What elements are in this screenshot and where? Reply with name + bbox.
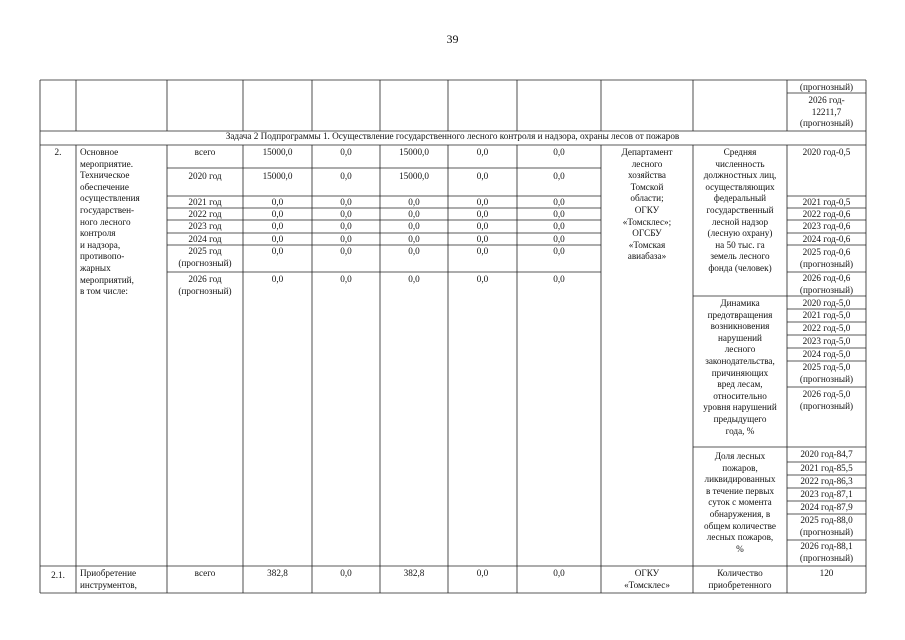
amount-regional: 0,0: [408, 221, 420, 231]
amount-regional: 15000,0: [399, 147, 429, 157]
top-2026-value: 2026 год- 12211,7 (прогнозный): [799, 95, 854, 129]
amount-federal: 0,0: [340, 221, 352, 231]
amount-other: 0,0: [553, 147, 565, 157]
measure-name: Приобретение инструментов,: [80, 568, 137, 590]
row-number: 2.1.: [51, 570, 65, 580]
page-number: 39: [446, 32, 459, 46]
amount-local: 0,0: [476, 171, 489, 181]
amount-local: 0,0: [476, 147, 489, 157]
amount-local: 0,0: [476, 221, 489, 231]
indicator-value: 2024 год-5,0: [802, 349, 851, 359]
amount-regional: 382,8: [403, 568, 425, 578]
indicator-value: 120: [819, 568, 834, 578]
indicator-value: 2025 год-5,0 (прогнозный): [799, 362, 854, 384]
amount-federal: 0,0: [340, 568, 352, 578]
amount-other: 0,0: [553, 234, 565, 244]
amount-total: 382,8: [267, 568, 288, 578]
indicator-value: 2020 год-0,5: [802, 147, 851, 157]
amount-regional: 0,0: [408, 246, 420, 256]
amount-federal: 0,0: [340, 197, 352, 207]
amount-total: 0,0: [271, 246, 284, 256]
amount-regional: 0,0: [408, 274, 420, 284]
amount-other: 0,0: [553, 209, 565, 219]
indicator-value: 2024 год-87,9: [800, 502, 853, 512]
amount-federal: 0,0: [340, 274, 352, 284]
indicator-value: 2025 год-0,6 (прогнозный): [799, 247, 854, 269]
indicator-value: 2021 год-5,0: [802, 310, 851, 320]
amount-local: 0,0: [476, 197, 489, 207]
amount-total: 15000,0: [262, 147, 293, 157]
indicator-value: 2021 год-85,5: [800, 463, 853, 473]
amount-federal: 0,0: [340, 246, 352, 256]
indicator-value: 2025 год-88,0 (прогнозный): [799, 515, 854, 537]
amount-other: 0,0: [553, 221, 565, 231]
year-label: 2020 год: [188, 171, 222, 181]
amount-local: 0,0: [476, 568, 489, 578]
year-label: 2025 год (прогнозный): [178, 246, 232, 268]
amount-local: 0,0: [476, 234, 489, 244]
amount-federal: 0,0: [340, 147, 352, 157]
indicator-value: 2022 год-86,3: [800, 476, 853, 486]
amount-total: 15000,0: [262, 171, 293, 181]
indicator-value: 2026 год-0,6 (прогнозный): [799, 273, 854, 295]
amount-other: 0,0: [553, 274, 565, 284]
amount-other: 0,0: [553, 568, 565, 578]
indicator-value: 2022 год-0,6: [802, 209, 851, 219]
row-number: 2.: [54, 147, 62, 157]
indicator-value: 2026 год-5,0 (прогнозный): [799, 389, 854, 411]
indicator-name: Динамика предотвращения возникновения нарушений лесного законодательства, причиняющих вред лесам, относительно уровня нарушений предыдущего года, %: [703, 298, 777, 436]
year-label: всего: [194, 147, 216, 157]
indicator-name: Количество приобретенного: [708, 568, 772, 590]
indicator-value: 2020 год-5,0: [802, 298, 851, 308]
amount-local: 0,0: [476, 274, 489, 284]
year-label: 2022 год: [188, 209, 222, 219]
indicator-value: 2023 год-5,0: [802, 336, 851, 346]
indicator-value: 2022 год-5,0: [802, 323, 851, 333]
amount-regional: 0,0: [408, 234, 420, 244]
indicator-value: 2021 год-0,5: [802, 197, 851, 207]
amount-other: 0,0: [553, 171, 565, 181]
amount-other: 0,0: [553, 246, 565, 256]
indicator-name: Доля лесных пожаров, ликвидированных в течение первых суток с момента обнаружения, в общем количестве лесных пожаров, %: [704, 451, 776, 554]
task-title: Задача 2 Подпрограммы 1. Осуществление государственного лесного контроля и надзора, охраны лесов от пожаров: [225, 131, 680, 141]
amount-regional: 0,0: [408, 197, 420, 207]
amount-local: 0,0: [476, 246, 489, 256]
year-label: 2021 год: [188, 197, 222, 207]
year-label: 2024 год: [188, 234, 222, 244]
indicator-value: 2023 год-0,6: [802, 221, 851, 231]
amount-federal: 0,0: [340, 171, 352, 181]
amount-total: 0,0: [271, 209, 284, 219]
amount-other: 0,0: [553, 197, 565, 207]
amount-federal: 0,0: [340, 209, 352, 219]
amount-total: 0,0: [271, 197, 284, 207]
indicator-value: 2026 год-88,1 (прогнозный): [799, 541, 854, 563]
indicator-value: 2023 год-87,1: [800, 489, 853, 499]
measure-name: Основное мероприятие. Техническое обеспечение осуществления государствен- ного лесного контроля и надзора, противопо- жарных мероприятий, в том числе:: [80, 147, 140, 297]
amount-total: 0,0: [271, 234, 284, 244]
amount-federal: 0,0: [340, 234, 352, 244]
indicator-value: 2024 год-0,6: [802, 234, 851, 244]
amount-local: 0,0: [476, 209, 489, 219]
amount-total: 0,0: [271, 274, 284, 284]
year-label: всего: [194, 568, 216, 578]
top-prev-forecast: (прогнозный): [799, 82, 854, 92]
amount-regional: 15000,0: [399, 171, 429, 181]
year-label: 2023 год: [188, 221, 222, 231]
amount-regional: 0,0: [408, 209, 420, 219]
amount-total: 0,0: [271, 221, 284, 231]
year-label: 2026 год (прогнозный): [178, 274, 232, 296]
indicator-value: 2020 год-84,7: [800, 449, 853, 459]
executor: Департамент лесного хозяйства Томской области; ОГКУ «Томсклес»; ОГСБУ «Томская авиабаза»: [621, 147, 673, 262]
indicator-name: Средняя численность должностных лиц, осуществляющих федеральный государственный лесной надзор (лесную охрану) на 50 тыс. га земель лесного фонда (человек): [703, 147, 777, 273]
executor: ОГКУ «Томсклес»: [624, 568, 670, 590]
